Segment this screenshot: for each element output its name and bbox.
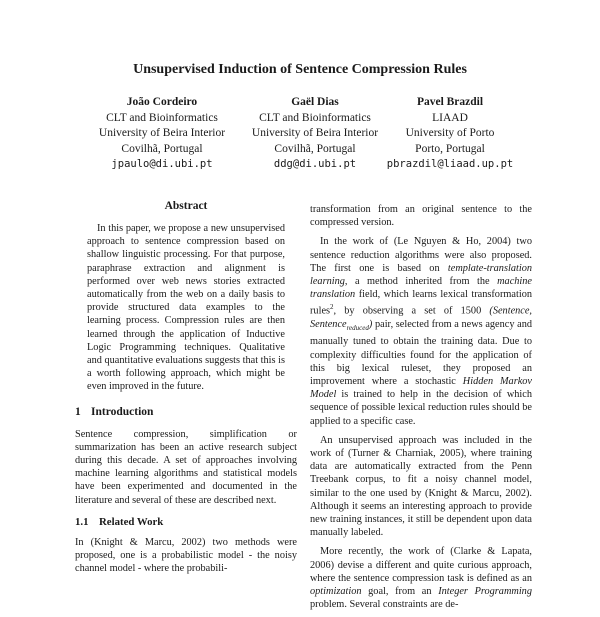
text-span: pair, selected from a news agency and manually tuned to obtain the training data. Due to complexity difficulties found for the application of this big lexical ruleset, they proposed an improvement where a stochastic bbox=[310, 319, 532, 387]
body-paragraph bbox=[310, 545, 532, 611]
text-span: , a method inherited from the bbox=[344, 276, 498, 288]
author-name: Pavel Brazdil bbox=[416, 96, 484, 108]
text-span: field, which learns lexical transformation rules bbox=[310, 289, 532, 317]
abstract-text: In this paper, we propose a new unsupervised approach to sentence compression based on shallow linguistic processing. For that purpose, paraphrase extraction and alignment is performed over web news stories extracted automatically from the web on a daily basis to provide structured data examples to the learning process. Compression rules are then learned through the application of Inductive Logic Programming techniques. Qualitative and quantitative evaluations suggests that this is a worth following approach, which might be even improved in the future. bbox=[87, 223, 285, 393]
introduction-paragraph: Sentence compression, simplification or summarization has been an active research subject during this decade. A set of approaches involving machine learning algorithms and statistical models have been experimented and documented in the literature and several of these are described next. bbox=[75, 428, 297, 506]
subsection-title: Related Work bbox=[99, 515, 164, 528]
author-block bbox=[350, 95, 550, 173]
related-work-paragraph: In (Knight & Marcu, 2002) two methods were proposed, one is a probabilistic model - the noisy channel model - where the probabili- bbox=[75, 536, 297, 575]
text-span: problem. Several constraints are de- bbox=[310, 599, 459, 611]
italic-term: Integer Programming bbox=[438, 585, 532, 597]
author-email: jpaulo@di.ubi.pt bbox=[111, 158, 213, 170]
author-department: CLT and Bioinformatics bbox=[259, 111, 371, 124]
subsection-number: 1.1 bbox=[75, 515, 89, 528]
author-email: ddg@di.ubi.pt bbox=[273, 158, 357, 170]
author-email: pbrazdil@liaad.up.pt bbox=[386, 158, 514, 170]
math-subscript: reduced bbox=[346, 324, 369, 333]
italic-term: template-translation learning bbox=[310, 262, 532, 288]
author-department: CLT and Bioinformatics bbox=[106, 111, 218, 124]
subsection-heading-related-work bbox=[75, 516, 297, 528]
body-paragraph bbox=[310, 235, 532, 427]
math-close: ) bbox=[368, 319, 373, 331]
author-city: Covilhã, Portugal bbox=[121, 142, 203, 155]
author-department: LIAAD bbox=[432, 111, 468, 124]
text-span: , by observing a set of 1500 bbox=[333, 305, 490, 317]
right-column bbox=[310, 203, 532, 617]
section-heading-introduction bbox=[75, 406, 297, 418]
author-university: University of Beira Interior bbox=[98, 127, 226, 139]
section-number: 1 bbox=[75, 405, 81, 418]
author-city: Covilhã, Portugal bbox=[274, 142, 356, 155]
text-span: More recently, the work of (Clarke & Lapata, 2006) devise a different and quite curious approach, where the sentence compression task is defined as an bbox=[310, 546, 532, 584]
abstract-heading: Abstract bbox=[164, 200, 208, 212]
section-title: Introduction bbox=[91, 405, 154, 418]
left-column bbox=[75, 200, 297, 581]
italic-term: machine translation bbox=[310, 276, 532, 301]
italic-term: Hidden Markov Model bbox=[310, 375, 532, 401]
math-pair: (Sentence, Sentence bbox=[310, 305, 532, 331]
author-name: Gaël Dias bbox=[291, 96, 339, 108]
footnote-marker: 2 bbox=[330, 303, 334, 312]
text-span: is trained to help in the decision of which sequence of possible lexical reduction rules should be applied to a specific case. bbox=[310, 389, 532, 427]
paper-title: Unsupervised Induction of Sentence Compression Rules bbox=[133, 62, 467, 77]
body-paragraph: An unsupervised approach was included in the work of (Turner & Charniak, 2005), where training data are automatically extracted from the Penn Treebank corpus, to fit a noisy channel model, similar to the one used by (Knight & Marcu, 2002). Although it seems an interesting approach to provide new training instances, it still be dependent upon data manually labeled. bbox=[310, 434, 532, 539]
author-university: University of Porto bbox=[405, 127, 495, 139]
author-city: Porto, Portugal bbox=[415, 142, 485, 155]
text-span: In the work of (Le Nguyen & Ho, 2004) two sentence reduction algorithms were also proposed. The first one is based on bbox=[310, 236, 532, 274]
author-university: University of Beira Interior bbox=[251, 127, 379, 139]
body-paragraph: transformation from an original sentence to the compressed version. bbox=[310, 204, 532, 229]
italic-term: optimization bbox=[310, 585, 362, 597]
text-span: goal, from an bbox=[361, 585, 439, 597]
author-name: João Cordeiro bbox=[126, 96, 198, 108]
